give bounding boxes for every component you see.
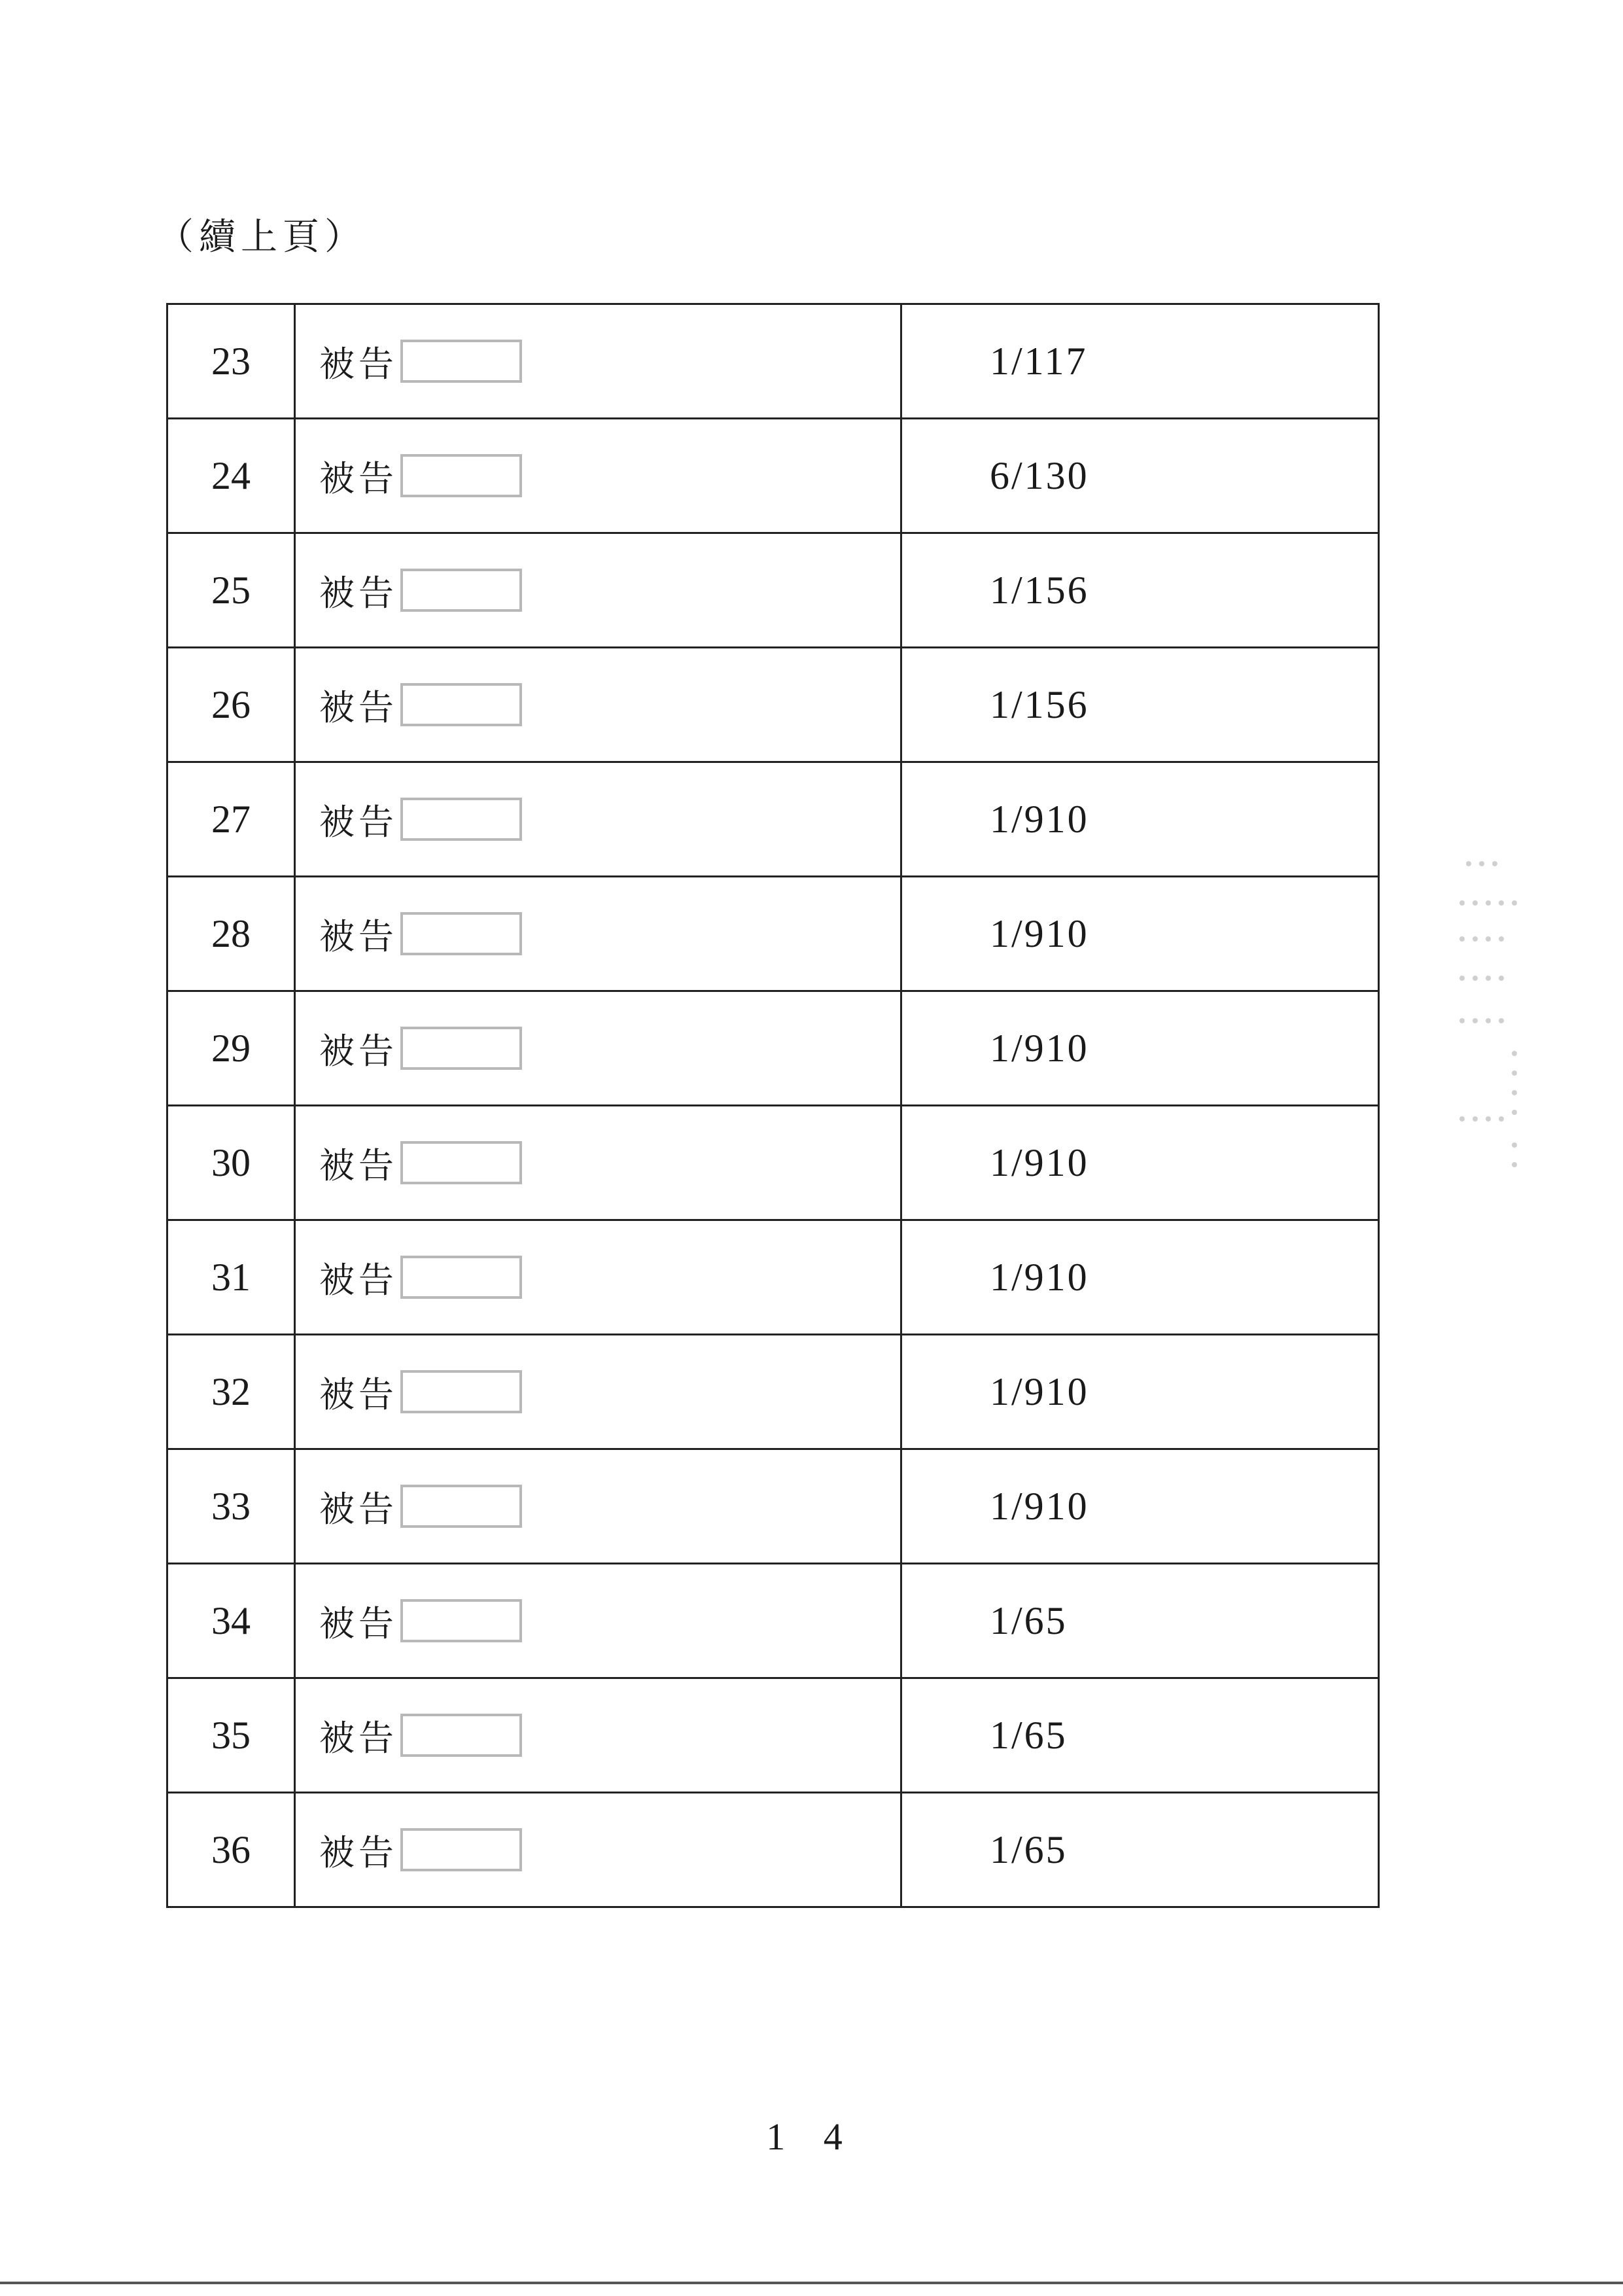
- redacted-name-box: [400, 340, 522, 383]
- row-number: 24: [167, 419, 295, 533]
- row-number: 32: [167, 1335, 295, 1449]
- defendant-label: 被告: [319, 457, 398, 499]
- defendant-label: 被告: [319, 1831, 398, 1873]
- share-value: 1/65: [901, 1793, 1379, 1907]
- row-number: 23: [167, 304, 295, 419]
- row-number: 36: [167, 1793, 295, 1907]
- defendant-label: 被告: [319, 572, 398, 614]
- table-row: [167, 1335, 1379, 1449]
- defendant-label: 被告: [319, 1030, 398, 1072]
- defendant-share-table: [166, 303, 1380, 1908]
- table-row: [167, 533, 1379, 648]
- share-value: 1/156: [901, 648, 1379, 762]
- defendant-cell: [295, 877, 901, 991]
- redacted-name-box: [400, 1599, 522, 1642]
- defendant-label: 被告: [319, 1488, 398, 1530]
- redacted-name-box: [400, 683, 522, 726]
- table-row: [167, 877, 1379, 991]
- table-row: [167, 1678, 1379, 1793]
- share-value: 1/156: [901, 533, 1379, 648]
- share-value: 1/910: [901, 877, 1379, 991]
- redacted-name-box: [400, 1370, 522, 1413]
- redacted-name-box: [400, 569, 522, 612]
- defendant-label: 被告: [319, 1144, 398, 1186]
- row-number: 29: [167, 991, 295, 1106]
- redacted-name-box: [400, 1256, 522, 1299]
- share-value: 1/910: [901, 1220, 1379, 1335]
- defendant-label: 被告: [319, 915, 398, 957]
- defendant-cell: [295, 1678, 901, 1793]
- defendant-label: 被告: [319, 801, 398, 843]
- scan-perforation-marks: [1456, 857, 1560, 1171]
- row-number: 30: [167, 1106, 295, 1220]
- defendant-label: 被告: [319, 343, 398, 385]
- defendant-cell: [295, 648, 901, 762]
- share-value: 1/910: [901, 1449, 1379, 1564]
- share-value: 1/117: [901, 304, 1379, 419]
- row-number: 27: [167, 762, 295, 877]
- defendant-cell: [295, 1449, 901, 1564]
- redacted-name-box: [400, 1027, 522, 1070]
- table-row: [167, 1793, 1379, 1907]
- table-row: [167, 1106, 1379, 1220]
- row-number: 28: [167, 877, 295, 991]
- share-value: 1/65: [901, 1678, 1379, 1793]
- defendant-label: 被告: [319, 1373, 398, 1415]
- table-row: [167, 991, 1379, 1106]
- redacted-name-box: [400, 454, 522, 497]
- defendant-cell: [295, 1335, 901, 1449]
- redacted-name-box: [400, 912, 522, 955]
- row-number: 25: [167, 533, 295, 648]
- defendant-cell: [295, 1793, 901, 1907]
- table-row: [167, 1449, 1379, 1564]
- table-row: [167, 304, 1379, 419]
- redacted-name-box: [400, 1828, 522, 1871]
- page-number: 1 4: [766, 2115, 857, 2158]
- share-value: 1/910: [901, 1335, 1379, 1449]
- row-number: 33: [167, 1449, 295, 1564]
- share-value: 1/65: [901, 1564, 1379, 1678]
- table-row: [167, 1564, 1379, 1678]
- redacted-name-box: [400, 1714, 522, 1757]
- redacted-name-box: [400, 1141, 522, 1184]
- redacted-name-box: [400, 1485, 522, 1528]
- table-row: [167, 1220, 1379, 1335]
- row-number: 31: [167, 1220, 295, 1335]
- row-number: 26: [167, 648, 295, 762]
- share-value: 1/910: [901, 762, 1379, 877]
- redacted-name-box: [400, 798, 522, 841]
- defendant-cell: [295, 1564, 901, 1678]
- scan-bottom-edge-line: [0, 2282, 1623, 2284]
- row-number: 35: [167, 1678, 295, 1793]
- defendant-label: 被告: [319, 686, 398, 728]
- defendant-label: 被告: [319, 1259, 398, 1301]
- defendant-cell: [295, 419, 901, 533]
- defendant-cell: [295, 533, 901, 648]
- share-value: 6/130: [901, 419, 1379, 533]
- defendant-cell: [295, 991, 901, 1106]
- defendant-cell: [295, 304, 901, 419]
- defendant-cell: [295, 762, 901, 877]
- defendant-cell: [295, 1220, 901, 1335]
- table-row: [167, 762, 1379, 877]
- share-value: 1/910: [901, 1106, 1379, 1220]
- row-number: 34: [167, 1564, 295, 1678]
- share-value: 1/910: [901, 991, 1379, 1106]
- table-row: [167, 648, 1379, 762]
- defendant-label: 被告: [319, 1717, 398, 1759]
- defendant-label: 被告: [319, 1602, 398, 1644]
- continued-from-previous-page-label: （續上頁）: [157, 216, 366, 258]
- table-row: [167, 419, 1379, 533]
- defendant-cell: [295, 1106, 901, 1220]
